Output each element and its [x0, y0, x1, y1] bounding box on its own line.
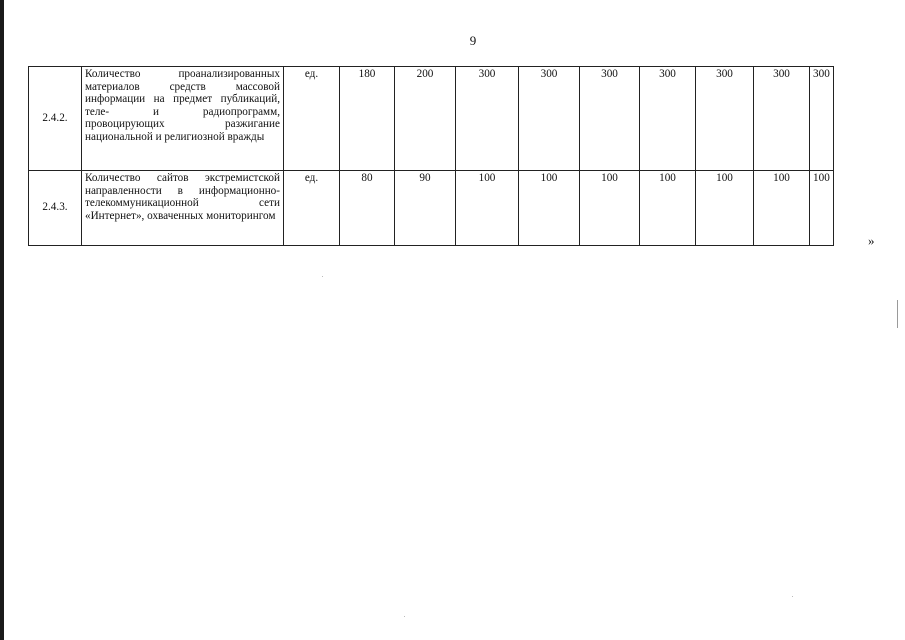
scan-speck [792, 596, 793, 597]
value-cell: 100 [696, 171, 754, 246]
value-cell: 80 [340, 171, 395, 246]
value-cell: 200 [395, 67, 456, 171]
table-row [29, 171, 834, 246]
value-cell: 300 [696, 67, 754, 171]
row-unit: ед. [284, 67, 340, 171]
page-number: 9 [469, 33, 477, 48]
value-cell: 300 [640, 67, 696, 171]
value-cell: 180 [340, 67, 395, 171]
value-cell: 100 [456, 171, 519, 246]
row-unit: ед. [284, 171, 340, 246]
value-cell: 300 [810, 67, 834, 171]
row-number: 2.4.3. [29, 171, 82, 246]
scan-left-edge [0, 0, 4, 640]
scan-speck [404, 616, 405, 617]
row-description: Количество проанализированных материалов средств массовой информации на предмет публикаций, теле- и радиопрограмм, провоцирующих разжигание национальной и религиозной вражды [82, 67, 284, 171]
scan-speck [322, 276, 323, 277]
value-cell: 300 [754, 67, 810, 171]
table-row [29, 67, 834, 171]
value-cell: 90 [395, 171, 456, 246]
indicator-table [28, 66, 834, 246]
value-cell: 100 [640, 171, 696, 246]
value-cell: 300 [519, 67, 580, 171]
closing-quote: » [868, 233, 875, 248]
scan-right-mark [897, 300, 898, 328]
value-cell: 100 [810, 171, 834, 246]
row-description: Количество сайтов экстремистской направленности в информационно-телекоммуникационной сети «Интернет», охваченных мониторингом [82, 171, 284, 246]
value-cell: 100 [580, 171, 640, 246]
value-cell: 100 [754, 171, 810, 246]
row-number: 2.4.2. [29, 67, 82, 171]
value-cell: 100 [519, 171, 580, 246]
value-cell: 300 [580, 67, 640, 171]
value-cell: 300 [456, 67, 519, 171]
